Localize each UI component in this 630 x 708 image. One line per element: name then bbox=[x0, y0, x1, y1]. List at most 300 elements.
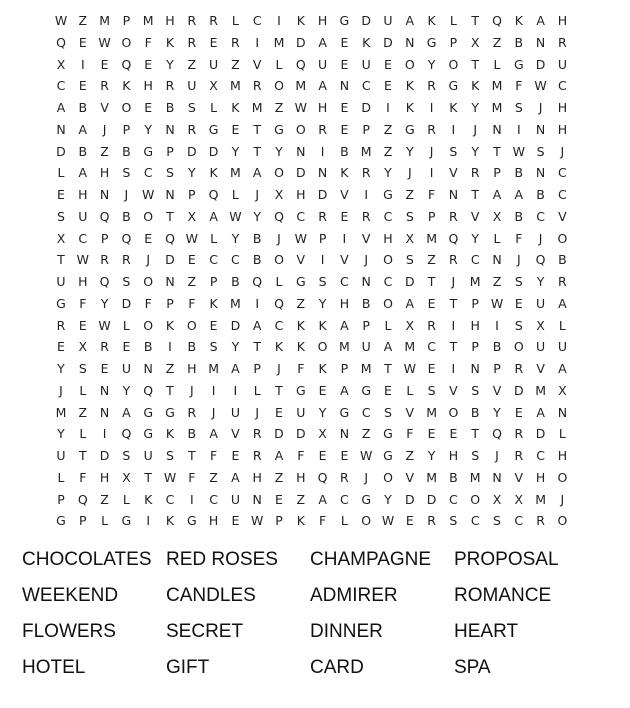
grid-letter[interactable]: C bbox=[449, 491, 458, 507]
grid-letter[interactable]: G bbox=[295, 382, 306, 398]
grid-letter[interactable]: H bbox=[317, 100, 328, 115]
grid-letter[interactable]: E bbox=[57, 339, 65, 355]
grid-letter[interactable]: H bbox=[99, 165, 110, 181]
grid-letter[interactable]: R bbox=[100, 252, 109, 268]
grid-letter[interactable]: W bbox=[534, 78, 547, 94]
grid-letter[interactable]: K bbox=[362, 34, 371, 50]
grid-letter[interactable]: J bbox=[211, 404, 216, 420]
grid-letter[interactable]: P bbox=[340, 361, 349, 376]
grid-letter[interactable]: D bbox=[404, 274, 415, 289]
grid-letter[interactable]: E bbox=[340, 100, 349, 115]
grid-letter[interactable]: S bbox=[536, 143, 545, 159]
grid-letter[interactable]: Q bbox=[317, 469, 328, 485]
grid-letter[interactable]: U bbox=[361, 339, 371, 355]
grid-letter[interactable]: D bbox=[121, 295, 132, 311]
grid-letter[interactable]: L bbox=[275, 274, 283, 289]
grid-letter[interactable]: S bbox=[493, 513, 501, 529]
grid-letter[interactable]: G bbox=[383, 187, 393, 202]
grid-letter[interactable]: I bbox=[211, 382, 216, 398]
grid-letter[interactable]: B bbox=[122, 208, 131, 224]
grid-letter[interactable]: A bbox=[122, 404, 131, 420]
grid-letter[interactable]: U bbox=[187, 78, 197, 94]
grid-letter[interactable]: J bbox=[538, 230, 543, 246]
grid-letter[interactable]: N bbox=[339, 426, 350, 442]
grid-letter[interactable]: K bbox=[427, 13, 436, 28]
grid-letter[interactable]: Z bbox=[405, 187, 415, 202]
grid-letter[interactable]: R bbox=[558, 274, 567, 289]
grid-letter[interactable]: Z bbox=[361, 426, 371, 442]
grid-letter[interactable]: F bbox=[297, 448, 305, 463]
grid-letter[interactable]: M bbox=[404, 339, 416, 355]
grid-letter[interactable]: B bbox=[122, 143, 131, 159]
grid-letter[interactable]: U bbox=[121, 361, 131, 376]
grid-letter[interactable]: M bbox=[338, 339, 350, 355]
grid-letter[interactable]: U bbox=[143, 448, 153, 463]
grid-letter[interactable]: R bbox=[187, 13, 197, 28]
grid-letter[interactable]: Z bbox=[209, 469, 218, 485]
grid-letter[interactable]: X bbox=[492, 491, 502, 507]
grid-letter[interactable]: N bbox=[317, 165, 328, 181]
grid-letter[interactable]: T bbox=[57, 252, 65, 268]
grid-letter[interactable]: F bbox=[79, 469, 87, 485]
grid-letter[interactable]: V bbox=[405, 404, 415, 420]
grid-letter[interactable]: B bbox=[187, 339, 197, 355]
grid-letter[interactable]: Q bbox=[492, 426, 502, 442]
grid-letter[interactable]: F bbox=[318, 513, 327, 529]
grid-letter[interactable]: O bbox=[383, 295, 393, 311]
grid-letter[interactable]: K bbox=[231, 100, 240, 115]
grid-letter[interactable]: A bbox=[252, 317, 262, 333]
grid-letter[interactable]: F bbox=[297, 361, 305, 376]
grid-letter[interactable]: F bbox=[188, 469, 196, 485]
grid-letter[interactable]: E bbox=[78, 317, 87, 333]
grid-letter[interactable]: A bbox=[318, 78, 327, 94]
grid-letter[interactable]: P bbox=[493, 361, 501, 376]
grid-letter[interactable]: Z bbox=[405, 448, 415, 463]
grid-letter[interactable]: J bbox=[124, 187, 129, 202]
grid-letter[interactable]: C bbox=[558, 187, 567, 202]
grid-letter[interactable]: D bbox=[99, 448, 110, 463]
grid-letter[interactable]: K bbox=[405, 78, 414, 94]
grid-letter[interactable]: J bbox=[189, 382, 194, 398]
grid-letter[interactable]: B bbox=[536, 187, 545, 202]
grid-letter[interactable]: N bbox=[252, 491, 262, 507]
grid-letter[interactable]: R bbox=[470, 165, 480, 181]
grid-letter[interactable]: Q bbox=[56, 34, 66, 50]
grid-letter[interactable]: E bbox=[427, 361, 436, 376]
grid-letter[interactable]: P bbox=[122, 121, 131, 137]
grid-letter[interactable]: B bbox=[514, 34, 524, 50]
grid-letter[interactable]: H bbox=[339, 295, 350, 311]
grid-letter[interactable]: Q bbox=[143, 382, 154, 398]
grid-letter[interactable]: A bbox=[231, 361, 240, 376]
grid-letter[interactable]: N bbox=[535, 121, 546, 137]
grid-letter[interactable]: G bbox=[295, 274, 306, 289]
grid-letter[interactable]: R bbox=[231, 34, 240, 50]
grid-letter[interactable]: F bbox=[188, 295, 196, 311]
grid-letter[interactable]: L bbox=[384, 317, 392, 333]
grid-letter[interactable]: Y bbox=[166, 56, 174, 72]
grid-letter[interactable]: S bbox=[405, 252, 414, 268]
grid-letter[interactable]: G bbox=[339, 404, 350, 420]
grid-letter[interactable]: B bbox=[449, 469, 458, 485]
grid-letter[interactable]: K bbox=[318, 361, 327, 376]
grid-letter[interactable]: T bbox=[253, 121, 261, 137]
grid-letter[interactable]: Y bbox=[318, 295, 327, 311]
grid-letter[interactable]: M bbox=[251, 100, 263, 115]
grid-letter[interactable]: S bbox=[405, 208, 414, 224]
grid-letter[interactable]: E bbox=[340, 448, 349, 463]
grid-letter[interactable]: Y bbox=[100, 295, 109, 311]
grid-letter[interactable]: W bbox=[294, 230, 307, 246]
grid-letter[interactable]: L bbox=[275, 56, 283, 72]
grid-letter[interactable]: S bbox=[514, 274, 523, 289]
grid-letter[interactable]: J bbox=[429, 143, 434, 159]
grid-letter[interactable]: S bbox=[78, 361, 87, 376]
grid-letter[interactable]: K bbox=[165, 426, 175, 442]
grid-letter[interactable]: O bbox=[404, 56, 415, 72]
grid-letter[interactable]: E bbox=[57, 187, 65, 202]
grid-letter[interactable]: C bbox=[143, 165, 153, 181]
grid-letter[interactable]: Z bbox=[492, 34, 502, 50]
grid-letter[interactable]: J bbox=[102, 121, 107, 137]
grid-letter[interactable]: M bbox=[535, 491, 546, 507]
grid-letter[interactable]: U bbox=[56, 274, 66, 289]
grid-letter[interactable]: X bbox=[78, 339, 88, 355]
grid-letter[interactable]: Q bbox=[274, 208, 284, 224]
grid-letter[interactable]: Z bbox=[78, 13, 88, 28]
grid-letter[interactable]: G bbox=[143, 143, 154, 159]
grid-letter[interactable]: V bbox=[449, 165, 458, 181]
grid-letter[interactable]: K bbox=[209, 165, 218, 181]
grid-letter[interactable]: J bbox=[146, 252, 151, 268]
grid-letter[interactable]: I bbox=[255, 295, 260, 311]
grid-letter[interactable]: A bbox=[405, 295, 415, 311]
grid-letter[interactable]: O bbox=[448, 56, 459, 72]
grid-letter[interactable]: S bbox=[471, 382, 480, 398]
grid-letter[interactable]: G bbox=[121, 513, 132, 529]
grid-letter[interactable]: B bbox=[252, 252, 262, 268]
grid-letter[interactable]: J bbox=[59, 382, 63, 398]
grid-letter[interactable]: K bbox=[165, 513, 175, 529]
grid-letter[interactable]: E bbox=[340, 121, 349, 137]
grid-letter[interactable]: E bbox=[100, 56, 109, 72]
grid-letter[interactable]: A bbox=[209, 426, 218, 442]
grid-letter[interactable]: N bbox=[56, 121, 66, 137]
grid-letter[interactable]: L bbox=[101, 513, 109, 529]
grid-letter[interactable]: V bbox=[470, 208, 480, 224]
grid-letter[interactable]: R bbox=[427, 78, 436, 94]
grid-letter[interactable]: G bbox=[186, 513, 197, 529]
grid-letter[interactable]: H bbox=[557, 448, 568, 463]
grid-letter[interactable]: U bbox=[536, 339, 546, 355]
grid-letter[interactable]: R bbox=[122, 252, 131, 268]
grid-letter[interactable]: N bbox=[361, 274, 371, 289]
grid-letter[interactable]: J bbox=[364, 252, 369, 268]
grid-letter[interactable]: S bbox=[187, 100, 196, 115]
grid-letter[interactable]: E bbox=[384, 78, 392, 94]
grid-letter[interactable]: Z bbox=[187, 274, 197, 289]
grid-letter[interactable]: D bbox=[535, 56, 546, 72]
grid-letter[interactable]: E bbox=[209, 34, 218, 50]
grid-letter[interactable]: Q bbox=[121, 426, 132, 442]
grid-letter[interactable]: R bbox=[427, 317, 436, 333]
grid-letter[interactable]: A bbox=[274, 448, 284, 463]
grid-letter[interactable]: O bbox=[557, 469, 568, 485]
grid-letter[interactable]: U bbox=[56, 448, 66, 463]
grid-letter[interactable]: X bbox=[122, 469, 131, 485]
grid-letter[interactable]: V bbox=[492, 382, 502, 398]
grid-letter[interactable]: F bbox=[406, 426, 414, 442]
grid-letter[interactable]: L bbox=[57, 469, 65, 485]
grid-letter[interactable]: R bbox=[514, 448, 524, 463]
grid-letter[interactable]: J bbox=[538, 100, 543, 115]
grid-letter[interactable]: A bbox=[209, 208, 218, 224]
grid-letter[interactable]: M bbox=[208, 361, 219, 376]
grid-letter[interactable]: L bbox=[406, 382, 414, 398]
grid-letter[interactable]: I bbox=[495, 317, 499, 333]
grid-letter[interactable]: Y bbox=[275, 143, 283, 159]
grid-letter[interactable]: K bbox=[296, 339, 305, 355]
grid-letter[interactable]: E bbox=[340, 56, 349, 72]
grid-letter[interactable]: O bbox=[383, 469, 393, 485]
grid-letter[interactable]: L bbox=[558, 426, 566, 442]
grid-letter[interactable]: K bbox=[165, 34, 175, 50]
grid-letter[interactable]: Y bbox=[57, 426, 65, 442]
grid-letter[interactable]: Z bbox=[274, 469, 284, 485]
grid-letter[interactable]: T bbox=[493, 143, 501, 159]
grid-letter[interactable]: T bbox=[144, 469, 152, 485]
grid-letter[interactable]: M bbox=[360, 143, 372, 159]
grid-letter[interactable]: Z bbox=[187, 56, 197, 72]
grid-letter[interactable]: M bbox=[55, 404, 67, 420]
grid-letter[interactable]: G bbox=[165, 404, 175, 420]
grid-letter[interactable]: V bbox=[449, 382, 458, 398]
grid-letter[interactable]: A bbox=[78, 165, 88, 181]
grid-letter[interactable]: X bbox=[187, 208, 197, 224]
grid-letter[interactable]: B bbox=[492, 339, 502, 355]
grid-letter[interactable]: M bbox=[229, 165, 241, 181]
grid-letter[interactable]: B bbox=[231, 274, 240, 289]
grid-letter[interactable]: X bbox=[56, 230, 66, 246]
grid-letter[interactable]: R bbox=[187, 404, 197, 420]
grid-letter[interactable]: M bbox=[469, 274, 481, 289]
grid-letter[interactable]: I bbox=[320, 252, 325, 268]
grid-letter[interactable]: B bbox=[187, 426, 197, 442]
grid-letter[interactable]: L bbox=[57, 165, 65, 181]
grid-letter[interactable]: W bbox=[76, 252, 89, 268]
grid-letter[interactable]: L bbox=[558, 317, 566, 333]
grid-letter[interactable]: G bbox=[143, 426, 154, 442]
grid-letter[interactable]: D bbox=[295, 34, 306, 50]
grid-letter[interactable]: I bbox=[429, 165, 434, 181]
grid-letter[interactable]: A bbox=[56, 100, 66, 115]
grid-letter[interactable]: C bbox=[427, 339, 436, 355]
grid-letter[interactable]: D bbox=[404, 491, 415, 507]
grid-letter[interactable]: L bbox=[253, 382, 261, 398]
grid-letter[interactable]: R bbox=[100, 339, 109, 355]
grid-letter[interactable]: N bbox=[165, 274, 175, 289]
grid-letter[interactable]: G bbox=[143, 404, 154, 420]
grid-letter[interactable]: J bbox=[516, 252, 521, 268]
grid-letter[interactable]: F bbox=[79, 295, 87, 311]
grid-letter[interactable]: G bbox=[361, 382, 372, 398]
grid-letter[interactable]: C bbox=[209, 252, 218, 268]
grid-letter[interactable]: N bbox=[535, 34, 546, 50]
grid-letter[interactable]: O bbox=[317, 339, 328, 355]
grid-letter[interactable]: Z bbox=[296, 295, 306, 311]
grid-letter[interactable]: P bbox=[100, 230, 109, 246]
grid-letter[interactable]: U bbox=[536, 295, 546, 311]
grid-letter[interactable]: R bbox=[252, 78, 262, 94]
grid-letter[interactable]: K bbox=[209, 295, 218, 311]
grid-letter[interactable]: Y bbox=[471, 230, 479, 246]
grid-letter[interactable]: E bbox=[144, 100, 153, 115]
grid-letter[interactable]: Y bbox=[427, 56, 436, 72]
grid-letter[interactable]: B bbox=[470, 404, 480, 420]
grid-letter[interactable]: D bbox=[230, 317, 241, 333]
grid-letter[interactable]: Z bbox=[492, 274, 502, 289]
grid-letter[interactable]: T bbox=[471, 426, 479, 442]
grid-letter[interactable]: L bbox=[210, 100, 218, 115]
grid-letter[interactable]: O bbox=[143, 274, 154, 289]
grid-letter[interactable]: X bbox=[405, 317, 415, 333]
grid-letter[interactable]: C bbox=[470, 513, 480, 529]
grid-letter[interactable]: P bbox=[57, 491, 65, 507]
grid-letter[interactable]: H bbox=[78, 187, 88, 202]
grid-letter[interactable]: N bbox=[405, 34, 415, 50]
grid-letter[interactable]: M bbox=[99, 13, 110, 28]
grid-letter[interactable]: J bbox=[560, 491, 565, 507]
grid-letter[interactable]: F bbox=[144, 34, 152, 50]
grid-letter[interactable]: N bbox=[143, 361, 153, 376]
grid-letter[interactable]: Y bbox=[57, 361, 65, 376]
grid-letter[interactable]: E bbox=[275, 404, 283, 420]
grid-letter[interactable]: C bbox=[56, 78, 66, 94]
grid-letter[interactable]: L bbox=[231, 13, 239, 28]
grid-letter[interactable]: K bbox=[296, 317, 305, 333]
grid-letter[interactable]: I bbox=[233, 382, 238, 398]
grid-letter[interactable]: I bbox=[451, 361, 456, 376]
grid-letter[interactable]: H bbox=[470, 317, 480, 333]
grid-letter[interactable]: B bbox=[361, 295, 371, 311]
grid-letter[interactable]: Q bbox=[295, 56, 306, 72]
grid-letter[interactable]: P bbox=[209, 274, 218, 289]
grid-letter[interactable]: E bbox=[187, 252, 196, 268]
grid-letter[interactable]: I bbox=[429, 100, 434, 115]
grid-letter[interactable]: G bbox=[274, 121, 284, 137]
grid-letter[interactable]: E bbox=[100, 361, 109, 376]
grid-letter[interactable]: Y bbox=[471, 100, 479, 115]
grid-letter[interactable]: U bbox=[296, 404, 306, 420]
grid-letter[interactable]: F bbox=[209, 448, 218, 463]
grid-letter[interactable]: H bbox=[296, 187, 306, 202]
grid-letter[interactable]: E bbox=[384, 382, 392, 398]
grid-letter[interactable]: J bbox=[560, 143, 565, 159]
grid-letter[interactable]: S bbox=[57, 208, 65, 224]
grid-letter[interactable]: K bbox=[122, 78, 131, 94]
grid-letter[interactable]: B bbox=[558, 252, 567, 268]
grid-letter[interactable]: G bbox=[56, 513, 66, 529]
grid-letter[interactable]: H bbox=[143, 78, 153, 94]
grid-letter[interactable]: L bbox=[340, 513, 348, 529]
grid-letter[interactable]: J bbox=[451, 274, 456, 289]
grid-letter[interactable]: O bbox=[470, 491, 481, 507]
grid-letter[interactable]: M bbox=[360, 361, 372, 376]
grid-letter[interactable]: N bbox=[165, 121, 175, 137]
grid-letter[interactable]: S bbox=[122, 274, 131, 289]
grid-letter[interactable]: Y bbox=[187, 165, 196, 181]
grid-letter[interactable]: U bbox=[318, 56, 328, 72]
grid-letter[interactable]: U bbox=[557, 339, 567, 355]
grid-letter[interactable]: O bbox=[448, 404, 459, 420]
grid-letter[interactable]: P bbox=[493, 165, 501, 181]
grid-letter[interactable]: F bbox=[427, 187, 436, 202]
grid-letter[interactable]: V bbox=[231, 426, 240, 442]
grid-letter[interactable]: J bbox=[364, 469, 369, 485]
grid-letter[interactable]: R bbox=[449, 252, 458, 268]
grid-letter[interactable]: R bbox=[558, 34, 567, 50]
grid-letter[interactable]: H bbox=[557, 121, 568, 137]
grid-letter[interactable]: O bbox=[557, 513, 568, 529]
grid-letter[interactable]: J bbox=[495, 448, 499, 463]
grid-letter[interactable]: R bbox=[209, 13, 218, 28]
grid-letter[interactable]: E bbox=[78, 78, 87, 94]
grid-letter[interactable]: E bbox=[318, 448, 327, 463]
grid-letter[interactable]: Y bbox=[231, 230, 240, 246]
grid-letter[interactable]: S bbox=[166, 165, 174, 181]
grid-letter[interactable]: T bbox=[449, 295, 458, 311]
grid-letter[interactable]: X bbox=[470, 34, 480, 50]
grid-letter[interactable]: I bbox=[516, 121, 521, 137]
grid-letter[interactable]: P bbox=[79, 513, 87, 529]
grid-letter[interactable]: V bbox=[100, 100, 109, 115]
grid-letter[interactable]: E bbox=[449, 426, 458, 442]
grid-letter[interactable]: T bbox=[166, 208, 174, 224]
grid-letter[interactable]: A bbox=[558, 361, 567, 376]
grid-letter[interactable]: I bbox=[451, 121, 456, 137]
grid-letter[interactable]: Y bbox=[427, 448, 436, 463]
grid-letter[interactable]: X bbox=[318, 426, 327, 442]
grid-letter[interactable]: W bbox=[294, 100, 307, 115]
grid-letter[interactable]: T bbox=[471, 56, 479, 72]
grid-letter[interactable]: B bbox=[78, 100, 88, 115]
grid-letter[interactable]: M bbox=[295, 78, 307, 94]
grid-letter[interactable]: S bbox=[449, 143, 458, 159]
grid-letter[interactable]: S bbox=[471, 448, 480, 463]
grid-letter[interactable]: O bbox=[274, 252, 284, 268]
grid-letter[interactable]: K bbox=[296, 513, 305, 529]
grid-letter[interactable]: R bbox=[361, 165, 371, 181]
grid-letter[interactable]: C bbox=[340, 274, 349, 289]
grid-letter[interactable]: Y bbox=[493, 404, 501, 420]
grid-letter[interactable]: N bbox=[296, 143, 306, 159]
grid-letter[interactable]: U bbox=[78, 208, 88, 224]
grid-letter[interactable]: V bbox=[405, 469, 415, 485]
grid-letter[interactable]: D bbox=[361, 13, 371, 28]
grid-letter[interactable]: A bbox=[536, 404, 545, 420]
grid-letter[interactable]: E bbox=[209, 317, 218, 333]
grid-letter[interactable]: T bbox=[384, 361, 392, 376]
grid-letter[interactable]: P bbox=[253, 361, 261, 376]
grid-letter[interactable]: C bbox=[383, 274, 393, 289]
grid-letter[interactable]: C bbox=[209, 491, 218, 507]
grid-letter[interactable]: H bbox=[187, 361, 197, 376]
grid-letter[interactable]: V bbox=[340, 252, 349, 268]
grid-letter[interactable]: C bbox=[165, 491, 175, 507]
grid-letter[interactable]: Z bbox=[78, 404, 88, 420]
grid-letter[interactable]: D bbox=[513, 382, 524, 398]
